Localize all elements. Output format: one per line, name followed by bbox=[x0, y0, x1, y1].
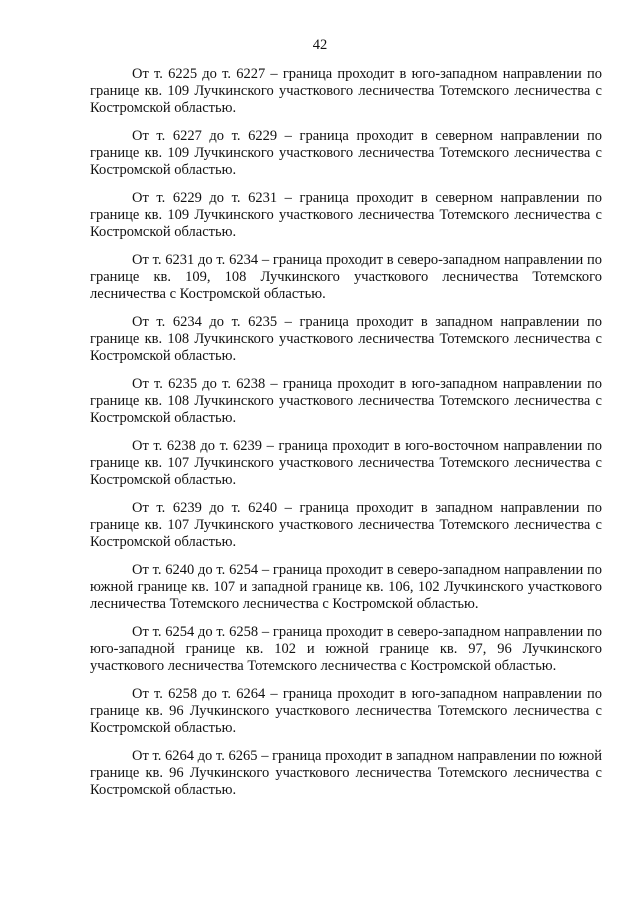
boundary-paragraph: От т. 6264 до т. 6265 – граница проходит в западном направлении по южной границе кв. 96 Лучкинского участкового лесничества Тотемского лесничества с Костромской областью. bbox=[90, 748, 602, 798]
boundary-paragraph: От т. 6240 до т. 6254 – граница проходит в северо-западном направлении по южной границе кв. 107 и западной границе кв. 106, 102 Лучкинского участкового лесничества Тотемского лесничества с Костромской областью. bbox=[90, 562, 602, 612]
document-body bbox=[90, 66, 602, 810]
boundary-paragraph: От т. 6235 до т. 6238 – граница проходит в юго-западном направлении по границе кв. 108 Лучкинского участкового лесничества Тотемского лесничества с Костромской областью. bbox=[90, 376, 602, 426]
boundary-paragraph: От т. 6229 до т. 6231 – граница проходит в северном направлении по границе кв. 109 Лучкинского участкового лесничества Тотемского лесничества с Костромской областью. bbox=[90, 190, 602, 240]
boundary-paragraph: От т. 6258 до т. 6264 – граница проходит в юго-западном направлении по границе кв. 96 Лучкинского участкового лесничества Тотемского лесничества с Костромской областью. bbox=[90, 686, 602, 736]
boundary-paragraph: От т. 6238 до т. 6239 – граница проходит в юго-восточном направлении по границе кв. 107 Лучкинского участкового лесничества Тотемского лесничества с Костромской областью. bbox=[90, 438, 602, 488]
boundary-paragraph: От т. 6227 до т. 6229 – граница проходит в северном направлении по границе кв. 109 Лучкинского участкового лесничества Тотемского лесничества с Костромской областью. bbox=[90, 128, 602, 178]
page-number: 42 bbox=[312, 37, 328, 53]
boundary-paragraph: От т. 6239 до т. 6240 – граница проходит в западном направлении по границе кв. 107 Лучкинского участкового лесничества Тотемского лесничества с Костромской областью. bbox=[90, 500, 602, 550]
boundary-paragraph: От т. 6234 до т. 6235 – граница проходит в западном направлении по границе кв. 108 Лучкинского участкового лесничества Тотемского лесничества с Костромской областью. bbox=[90, 314, 602, 364]
boundary-paragraph: От т. 6231 до т. 6234 – граница проходит в северо-западном направлении по границе кв. 109, 108 Лучкинского участкового лесничества Тотемского лесничества с Костромской областью. bbox=[90, 252, 602, 302]
boundary-paragraph: От т. 6225 до т. 6227 – граница проходит в юго-западном направлении по границе кв. 109 Лучкинского участкового лесничества Тотемского лесничества с Костромской областью. bbox=[90, 66, 602, 116]
boundary-paragraph: От т. 6254 до т. 6258 – граница проходит в северо-западном направлении по юго-западной границе кв. 102 и южной границе кв. 97, 96 Лучкинского участкового лесничества Тотемского лесничества с Костромской областью. bbox=[90, 624, 602, 674]
